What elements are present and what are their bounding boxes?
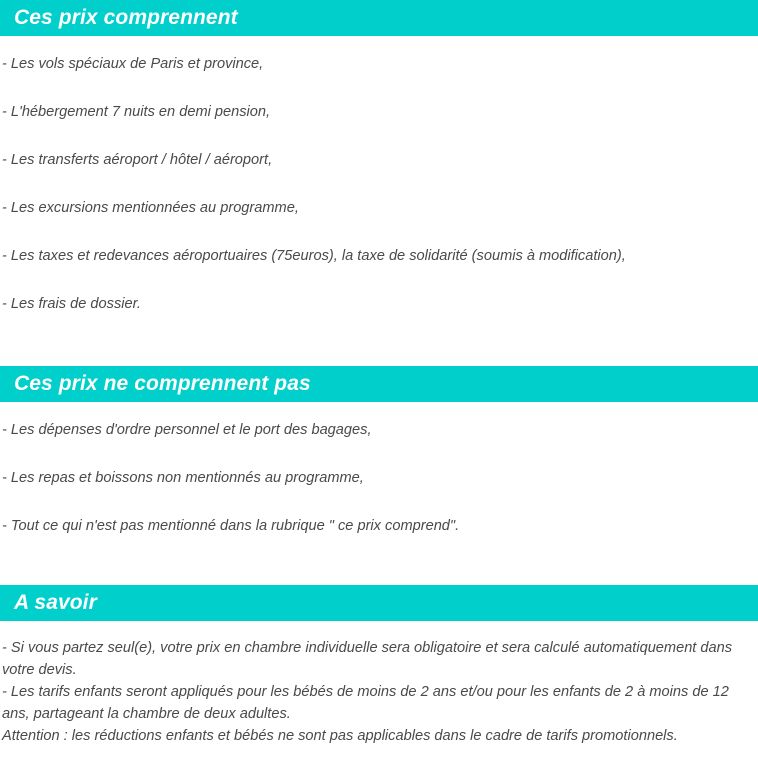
section-body-not-included bbox=[0, 421, 758, 535]
list-item: - Les frais de dossier. bbox=[2, 296, 141, 312]
note-item: - Les tarifs enfants seront appliqués pour les bébés de moins de 2 ans et/ou pour les enfants de 2 à moins de 12 ans, partageant la chambre de deux adultes. bbox=[2, 684, 729, 722]
list-item: - L'hébergement 7 nuits en demi pension, bbox=[2, 104, 271, 120]
list-item: - Les excursions mentionnées au programme, bbox=[2, 200, 299, 216]
section-good-to-know bbox=[0, 585, 758, 747]
note-item: - Si vous partez seul(e), votre prix en chambre individuelle sera obligatoire et sera calculé automatiquement dans votre devis. bbox=[2, 640, 733, 678]
note-item: Attention : les réductions enfants et bébés ne sont pas applicables dans le cadre de tarifs promotionnels. bbox=[2, 728, 678, 744]
section-included bbox=[0, 0, 758, 313]
section-header-not-included: Ces prix ne comprennent pas bbox=[0, 366, 758, 402]
list-item: - Les repas et boissons non mentionnés au programme, bbox=[2, 470, 364, 486]
list-item: - Les dépenses d'ordre personnel et le port des bagages, bbox=[2, 422, 372, 438]
section-spacer bbox=[0, 313, 758, 366]
list-item: - Les transferts aéroport / hôtel / aéroport, bbox=[2, 152, 273, 168]
section-not-included bbox=[0, 366, 758, 535]
list-item: - Les vols spéciaux de Paris et province, bbox=[2, 56, 264, 72]
section-body-included bbox=[0, 55, 758, 313]
section-header-included: Ces prix comprennent bbox=[0, 0, 758, 36]
section-spacer bbox=[0, 535, 758, 585]
section-body-good-to-know bbox=[0, 621, 758, 747]
section-header-good-to-know: A savoir bbox=[0, 585, 758, 621]
list-item: - Tout ce qui n'est pas mentionné dans la rubrique " ce prix comprend". bbox=[2, 518, 460, 534]
list-item: - Les taxes et redevances aéroportuaires (75euros), la taxe de solidarité (soumis à modification), bbox=[2, 248, 626, 264]
